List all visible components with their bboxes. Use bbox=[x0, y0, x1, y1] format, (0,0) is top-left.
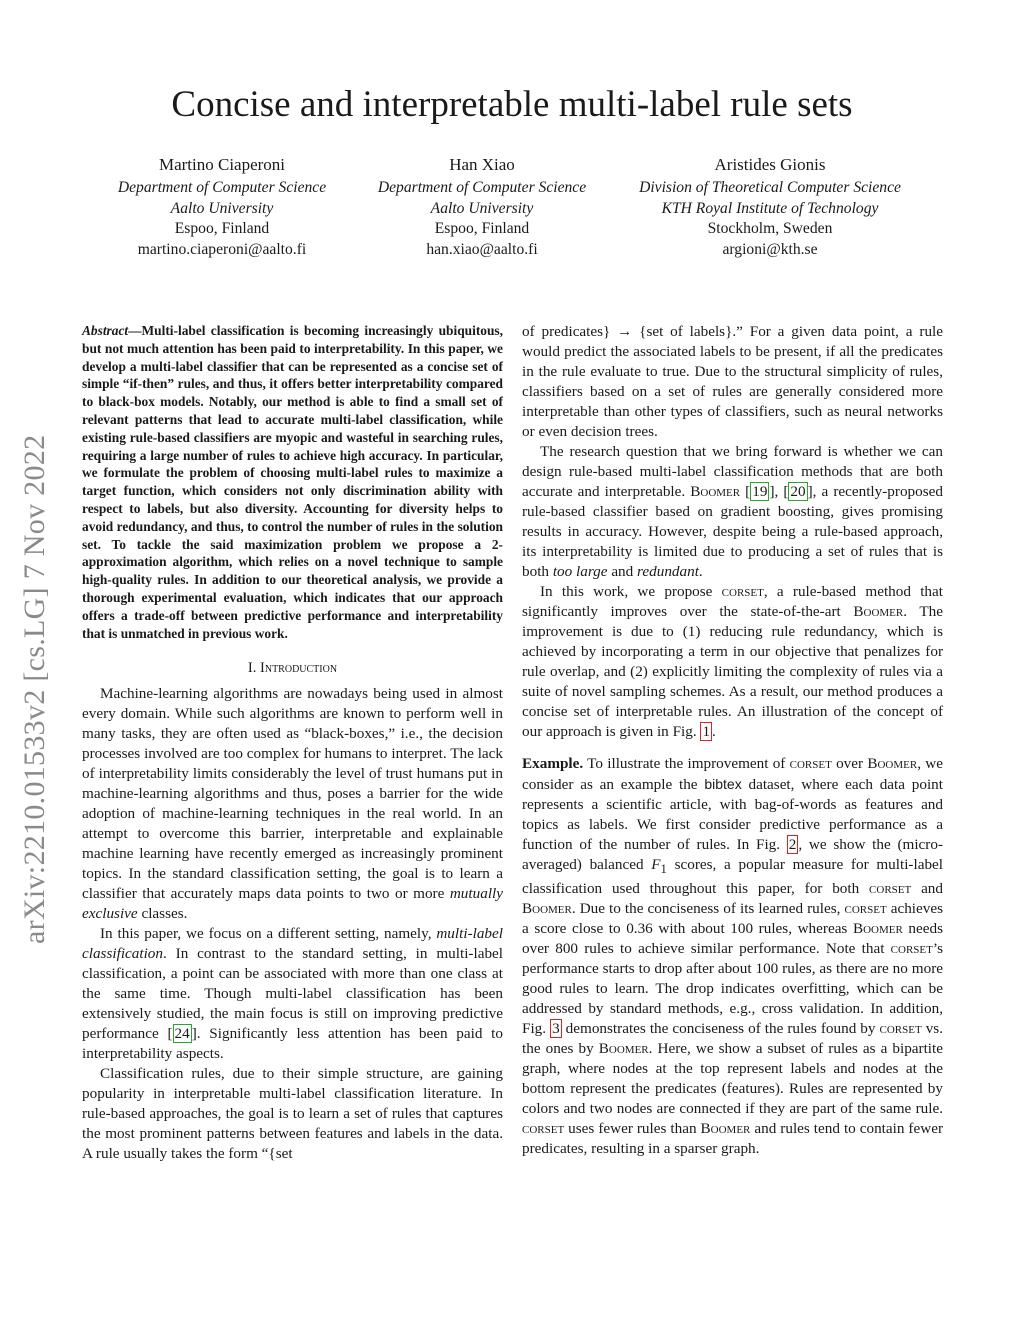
citation-link[interactable]: 24 bbox=[174, 1025, 190, 1043]
author-dept: Department of Computer Science bbox=[377, 179, 587, 196]
text-run: , we consider as an example the bbox=[522, 755, 943, 793]
text-run: , we show the (micro-averaged) balanced bbox=[522, 836, 944, 873]
text-run: needs over 800 rules to achieve similar performance. Note that bbox=[522, 920, 943, 958]
method-name: Boomer bbox=[853, 603, 904, 620]
method-name: corset bbox=[522, 1120, 565, 1138]
dataset-name: bibtex bbox=[704, 776, 742, 792]
text-run: ’s performance starts to drop after about 100 rules, as there are no more good rules to learn. The drop indicates overfitting, which can be addressed by standard methods, e.g., cross validation. In addition, Fig. bbox=[522, 940, 943, 1038]
text-run: . bbox=[698, 563, 703, 580]
author-dept: Department of Computer Science bbox=[117, 179, 327, 196]
text-run: scores, a popular measure for multi-label classification used throughout this paper, for both bbox=[522, 856, 943, 898]
figure-link[interactable]: 1 bbox=[702, 723, 711, 740]
method-name: Boomer bbox=[700, 1120, 751, 1138]
author-dept: Division of Theoretical Computer Science bbox=[639, 179, 901, 196]
text-run: ], [ bbox=[769, 483, 789, 500]
example-label: Example. bbox=[522, 755, 584, 772]
text-run: and bbox=[607, 563, 638, 580]
intro-paragraph-1 bbox=[82, 684, 503, 924]
section-heading bbox=[82, 658, 503, 678]
right-paragraph-2 bbox=[522, 442, 943, 582]
author-name: Aristides Gionis bbox=[714, 155, 826, 174]
author-location: Espoo, Finland bbox=[434, 220, 530, 238]
right-paragraph-3 bbox=[522, 582, 943, 742]
method-name: corset bbox=[879, 1020, 922, 1038]
text-run: and bbox=[911, 880, 943, 898]
text-run: Machine-learning algorithms are nowadays being used in almost every domain. While such algorithms are known to perform well in many tasks, they are often used as “black-boxes,” i.e., the decision processes involved are too complex for humans to interpret. The lack of interpretability limits considerably the level of trust humans put in machine-learning algorithms and thus, poses a barrier for the wide adoption of machine-learning techniques in the real world. In an attempt to overcome this barrier, interpretable and explainable machine learning have recently emerged as increasingly prominent topics. In the standard classification setting, the goal is to learn a classifier that accurately maps data points to two or more bbox=[82, 685, 503, 903]
text-run: achieves a score close to 0.36 with about 100 rules, whereas bbox=[522, 900, 944, 938]
section-title: Introduction bbox=[260, 660, 338, 677]
method-name: corset bbox=[869, 880, 912, 898]
method-name: corset bbox=[721, 583, 764, 600]
text-run: To illustrate the improvement of bbox=[583, 755, 790, 772]
citation-link[interactable]: 19 bbox=[752, 483, 768, 500]
intro-paragraph-2 bbox=[82, 924, 503, 1064]
citation-link[interactable]: 20 bbox=[790, 483, 806, 500]
author-email[interactable]: martino.ciaperoni@aalto.fi bbox=[137, 240, 307, 258]
text-run: uses fewer rules than bbox=[564, 1120, 701, 1138]
math-symbol: F bbox=[651, 856, 661, 873]
right-column bbox=[522, 322, 943, 1159]
author-location: Espoo, Finland bbox=[174, 220, 270, 238]
math-subscript: 1 bbox=[660, 862, 667, 877]
emphasis: too large bbox=[552, 563, 608, 580]
example-paragraph bbox=[522, 754, 943, 1159]
text-run: over bbox=[831, 755, 868, 772]
text-run: dataset, where each data point represents a scientific article, with bag-of-words as features and topics as labels. We first consider predictive performance as a function of the number of rules. In Fig. bbox=[522, 776, 943, 853]
method-name: Boomer bbox=[598, 1040, 649, 1058]
text-run: , a rule-based method that significantly improves over the state-of-the-art bbox=[522, 583, 943, 620]
paragraph-gap bbox=[522, 742, 943, 754]
text-run: . Here, we show a subset of rules as a bipartite graph, where nodes at the top represent labels and nodes at the bottom represent the predicates (features). Rules are represented by colors and two nodes are connected if they are part of the same rule. bbox=[522, 1040, 943, 1118]
section-number: I. bbox=[247, 660, 257, 677]
text-run: . The improvement is due to (1) reducing rule redundancy, which is achieved by incorporating a term in our objective that penalizes for rule overlap, and (2) explicitly limiting the complexity of rules via a suite of novel sampling schemes. As a result, our method produces a concise set of interpretable rules. An illustration of the concept of our approach is given in Fig. bbox=[522, 603, 943, 740]
text-run: vs. the ones by bbox=[522, 1020, 943, 1058]
author-name: Han Xiao bbox=[449, 155, 515, 174]
arxiv-identifier[interactable]: arXiv:2210.01533v2 [cs.LG] 7 Nov 2022 bbox=[18, 434, 51, 944]
author-email[interactable]: han.xiao@aalto.fi bbox=[426, 240, 538, 258]
author-inst: KTH Royal Institute of Technology bbox=[661, 199, 879, 217]
text-run: ], a recently-proposed rule-based classifier based on gradient boosting, gives promising results in accuracy. However, despite being a rule-based approach, its interpretability is limited due to producing a set of rules that is both bbox=[522, 483, 943, 580]
text-run: . bbox=[712, 723, 716, 740]
text-run: classes. bbox=[137, 905, 188, 923]
text-run: In this work, we propose bbox=[540, 583, 722, 600]
figure-link[interactable]: 3 bbox=[552, 1020, 560, 1038]
text-run: . Due to the conciseness of its learned rules, bbox=[571, 900, 845, 918]
emphasis: redundant bbox=[637, 563, 699, 580]
abstract bbox=[82, 322, 503, 642]
author-name: Martino Ciaperoni bbox=[158, 155, 286, 174]
abstract-label: Abstract bbox=[82, 323, 129, 338]
text-run: In this paper, we focus on a different setting, namely, bbox=[100, 925, 437, 943]
text-run: [ bbox=[740, 483, 751, 500]
method-name: Boomer bbox=[690, 483, 741, 500]
figure-link[interactable]: 2 bbox=[788, 836, 797, 853]
text-run: The research question that we bring forward is whether we can design rule-based multi-label classification methods that are both accurate and interpretable. bbox=[522, 443, 943, 500]
author-inst: Aalto University bbox=[430, 199, 534, 217]
text-run: and rules tend to contain fewer predicates, resulting in a sparser graph. bbox=[522, 1120, 944, 1158]
method-name: corset bbox=[789, 755, 832, 772]
emphasis: mutually exclusive bbox=[82, 885, 503, 923]
method-name: corset bbox=[844, 900, 887, 918]
method-name: Boomer bbox=[522, 900, 572, 918]
emphasis: multi-label classification bbox=[82, 925, 503, 963]
paper-title: Concise and interpretable multi-label rule sets bbox=[171, 84, 853, 125]
text-run: ]. Significantly less attention has been paid to interpretability aspects. bbox=[82, 1025, 503, 1063]
author-location: Stockholm, Sweden bbox=[707, 220, 833, 238]
method-name: corset bbox=[890, 940, 933, 958]
intro-paragraph-3: Classification rules, due to their simple structure, are gaining popularity in interpretable multi-label classification literature. In rule-based approaches, the goal is to learn a set of rules that captures the most prominent patterns between features and labels in the data. A rule usually takes the form “{set bbox=[82, 1065, 503, 1163]
author-inst: Aalto University bbox=[170, 199, 274, 217]
text-run: demonstrates the conciseness of the rules found by bbox=[561, 1020, 880, 1038]
right-paragraph-1: of predicates} → {set of labels}.” For a given data point, a rule would predict the associated labels to be present, if all the predicates in the rule evaluate to true. Due to the structural simplicity of rules, classifiers based on a set of rules are generally considered more interpretable than other types of classifiers, such as neural networks or even decision trees. bbox=[522, 323, 943, 440]
author-2 bbox=[322, 154, 642, 260]
method-name: Boomer bbox=[852, 920, 903, 938]
abstract-text: —Multi-label classification is becoming increasingly ubiquitous, but not much attention has been paid to interpretability. In this paper, we develop a multi-label classifier that can be represented as a concise set of simple “if-then” rules, and thus, it offers better interpretability compared to black-box models. Notably, our method is able to find a small set of relevant patterns that lead to accurate multi-label classification, while existing rule-based classifiers are myopic and wasteful in searching rules, requiring a large number of rules to achieve high accuracy. In particular, we formulate the problem of choosing multi-label rules to maximize a target function, which considers not only discrimination ability with respect to labels, but also diversity. Accounting for diversity helps to avoid redundancy, and thus, to control the number of rules in the solution set. To tackle the said maximization problem we propose a 2-approximation algorithm, which relies on a novel technique to sample high-quality rules. In addition to our theoretical analysis, we provide a thorough experimental evaluation, which indicates that our approach offers a trade-off between predictive performance and interpretability that is unmatched in previous work. bbox=[82, 323, 503, 641]
left-column bbox=[82, 322, 503, 1164]
author-3 bbox=[610, 154, 930, 260]
method-name: Boomer bbox=[867, 755, 918, 772]
text-run: . In contrast to the standard setting, in multi-label classification, a point can be associated with more than one class at the same time. Though multi-label classification has been extensively studied, the main focus is still on improving predictive performance [ bbox=[82, 945, 503, 1043]
author-email[interactable]: argioni@kth.se bbox=[722, 240, 818, 258]
